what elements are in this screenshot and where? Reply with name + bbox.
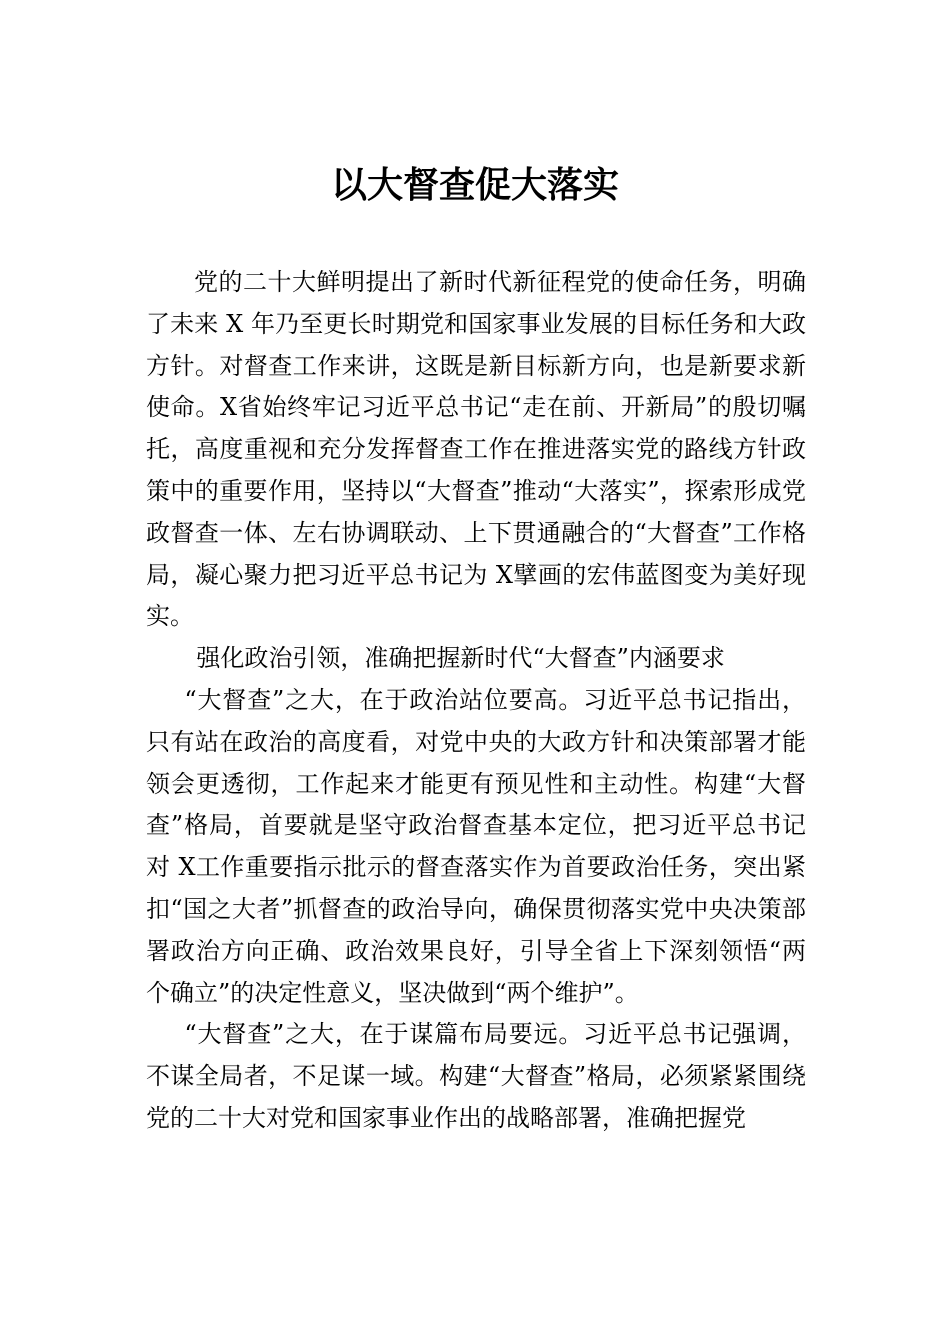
paragraph-political-stance: “大督查”之大，在于政治站位要高。习近平总书记指出，只有站在政治的高度看，对党中央的大政方针和决策部署才能领会更透彻，工作起来才能更有预见性和主动性。构建“大督查”格局，首要就是坚守政治督查基本定位，把习近平总书记对 X工作重要指示批示的督查落实作为首要政治任务，突出紧扣“国之大者”抓督查的政治导向，确保贯彻落实党中央决策部署政治方向正确、政治效果良好，引导全省上下深刻领悟“两个确立”的决定性意义，坚决做到“两个维护”。 bbox=[146, 685, 806, 1007]
document-body bbox=[146, 262, 806, 1140]
paragraph-overall-planning: “大督查”之大，在于谋篇布局要远。习近平总书记强调，不谋全局者，不足谋一域。构建“大督查”格局，必须紧紧围绕党的二十大对党和国家事业作出的战略部署，准确把握党 bbox=[146, 1020, 806, 1132]
document-title: 以大督查促大落实 bbox=[330, 164, 619, 206]
paragraph-intro: 党的二十大鲜明提出了新时代新征程党的使命任务，明确了未来 X 年乃至更长时期党和国家事业发展的目标任务和大政方针。对督查工作来讲，这既是新目标新方向，也是新要求新使命。X省始终牢记习近平总书记“走在前、开新局”的殷切嘱托，高度重视和充分发挥督查工作在推进落实党的路线方针政策中的重要作用，坚持以“大督查”推动“大落实”，探索形成党政督查一体、左右协调联动、上下贯通融合的“大督查”工作格局，凝心聚力把习近平总书记为 X擘画的宏伟蓝图变为美好现实。 bbox=[146, 268, 806, 631]
section-heading: 强化政治引领，准确把握新时代“大督查”内涵要求 bbox=[196, 644, 725, 673]
